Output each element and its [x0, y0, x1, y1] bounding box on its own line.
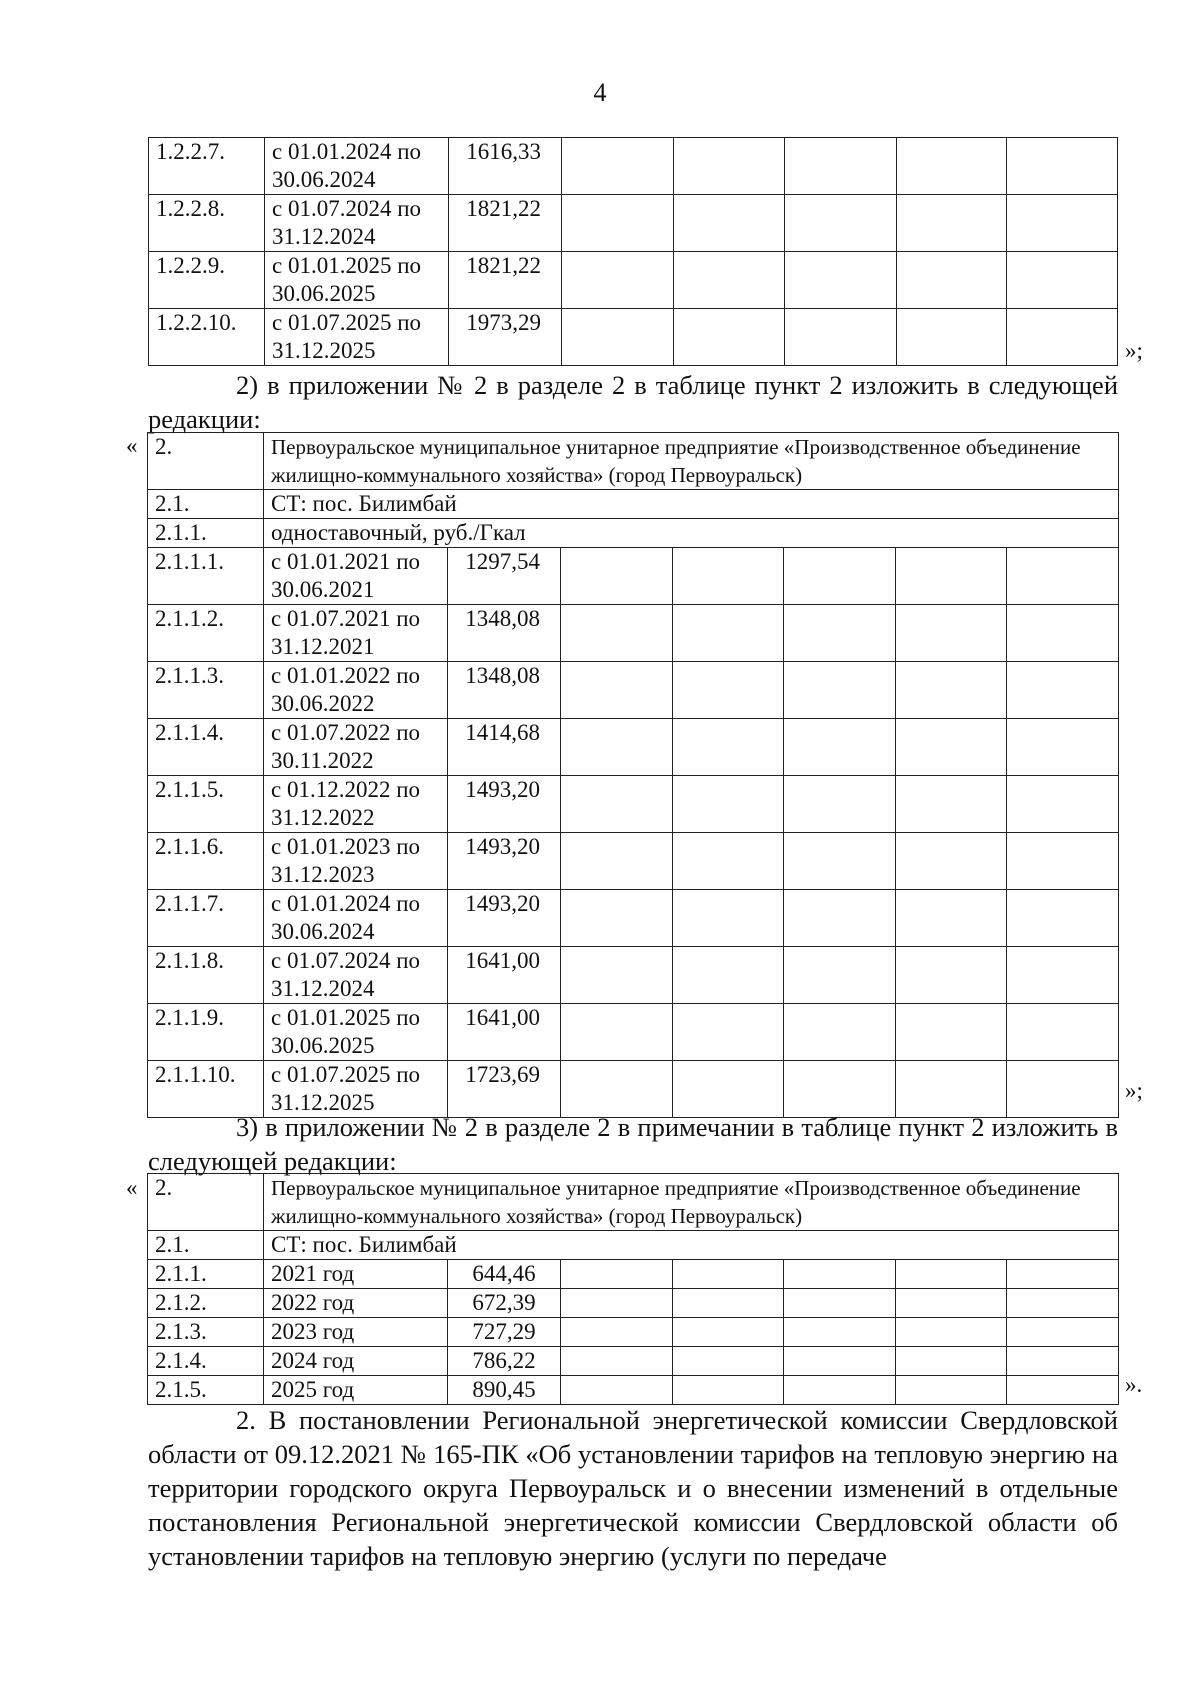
tariff-table-continuation	[148, 137, 1118, 366]
table-row	[148, 947, 1119, 1004]
row-code: 2.1.1.4.	[148, 719, 264, 776]
row-period: 2022 год	[264, 1289, 448, 1318]
row-value: 672,39	[448, 1289, 561, 1318]
row-value: 1723,69	[448, 1061, 561, 1118]
row-period: с 01.01.2022 по 30.06.2022	[264, 662, 448, 719]
subheader-text: одноставочный, руб./Гкал	[264, 519, 1119, 548]
table-row	[148, 662, 1119, 719]
row-value: 1821,22	[449, 252, 562, 309]
table-row	[148, 1376, 1119, 1405]
table-row	[148, 605, 1119, 662]
tariff-note-table-item-2	[147, 1173, 1119, 1405]
table-row	[148, 1347, 1119, 1376]
organization-name: Первоуральское муниципальное унитарное предприятие «Производственное объединение жилищно-коммунального хозяйства» (город Первоуральск)	[264, 433, 1119, 490]
row-value: 1493,20	[448, 890, 561, 947]
row-code: 1.2.2.10.	[149, 309, 265, 366]
row-value: 1493,20	[448, 776, 561, 833]
row-code: 2.1.3.	[148, 1318, 264, 1347]
closing-quote: »;	[1125, 1078, 1143, 1103]
row-period: 2023 год	[264, 1318, 448, 1347]
row-period: с 01.07.2021 по 31.12.2021	[264, 605, 448, 662]
row-period: с 01.07.2024 по 31.12.2024	[265, 195, 449, 252]
row-code: 2.1.1.2.	[148, 605, 264, 662]
row-period: с 01.07.2024 по 31.12.2024	[264, 947, 448, 1004]
row-value: 727,29	[448, 1318, 561, 1347]
row-period: с 01.07.2025 по 31.12.2025	[264, 1061, 448, 1118]
row-value: 1973,29	[449, 309, 562, 366]
row-value: 644,46	[448, 1260, 561, 1289]
table-row	[148, 1061, 1119, 1118]
table-row	[148, 1318, 1119, 1347]
row-code: 2.1.1.3.	[148, 662, 264, 719]
row-value: 890,45	[448, 1376, 561, 1405]
organization-name: Первоуральское муниципальное унитарное предприятие «Производственное объединение жилищно-коммунального хозяйства» (город Первоуральск)	[264, 1174, 1119, 1231]
row-value: 1821,22	[449, 195, 562, 252]
table-row	[148, 1004, 1119, 1061]
table-row	[148, 719, 1119, 776]
row-period: с 01.12.2022 по 31.12.2022	[264, 776, 448, 833]
row-period: с 01.01.2021 по 30.06.2021	[264, 548, 448, 605]
row-value: 1297,54	[448, 548, 561, 605]
row-period: 2024 год	[264, 1347, 448, 1376]
subheader-code: 2.1.1.	[148, 519, 264, 548]
page-number: 4	[593, 78, 607, 107]
opening-quote: «	[126, 433, 138, 458]
row-code: 2.1.1.9.	[148, 1004, 264, 1061]
row-value: 1493,20	[448, 833, 561, 890]
row-code: 1.2.2.7.	[149, 138, 265, 195]
table-row	[148, 833, 1119, 890]
subheader-code: 2.1.	[148, 1231, 264, 1260]
table-subheader-row	[148, 490, 1119, 519]
paragraph-section-2: 2. В постановлении Региональной энергетической комиссии Свердловской области от 09.12.2021 № 165-ПК «Об установлении тарифов на тепловую энергию на территории городского округа Первоуральск и о внесении изменений в отдельные постановления Региональной энергетической комиссии Свердловской области об установлении тарифов на тепловую энергию (услуги по передаче	[148, 1405, 1118, 1571]
row-code: 1.2.2.8.	[149, 195, 265, 252]
row-period: с 01.01.2023 по 31.12.2023	[264, 833, 448, 890]
row-code: 2.1.2.	[148, 1289, 264, 1318]
closing-quote: »;	[1125, 338, 1143, 363]
row-period: 2021 год	[264, 1260, 448, 1289]
table-header-row	[148, 1174, 1119, 1231]
paragraph-item-3: 3) в приложении № 2 в разделе 2 в примечании в таблице пункт 2 изложить в следующей редакции:	[148, 1112, 1118, 1176]
row-period: с 01.01.2024 по 30.06.2024	[265, 138, 449, 195]
row-value: 1641,00	[448, 1004, 561, 1061]
paragraph-item-2: 2) в приложении № 2 в разделе 2 в таблице пункт 2 изложить в следующей редакции:	[148, 370, 1118, 434]
row-code: 2.1.1.7.	[148, 890, 264, 947]
table-row	[149, 309, 1118, 366]
header-code: 2.	[148, 433, 264, 490]
row-value: 1348,08	[448, 662, 561, 719]
row-period: с 01.07.2022 по 30.11.2022	[264, 719, 448, 776]
table-row	[148, 776, 1119, 833]
table-row	[149, 195, 1118, 252]
closing-quote: ».	[1125, 1372, 1143, 1397]
row-period: с 01.01.2025 по 30.06.2025	[265, 252, 449, 309]
row-value: 1641,00	[448, 947, 561, 1004]
row-code: 2.1.1.1.	[148, 548, 264, 605]
row-period: с 01.01.2025 по 30.06.2025	[264, 1004, 448, 1061]
row-code: 2.1.5.	[148, 1376, 264, 1405]
subheader-code: 2.1.	[148, 490, 264, 519]
row-period: с 01.01.2024 по 30.06.2024	[264, 890, 448, 947]
table-row	[148, 1289, 1119, 1318]
row-code: 2.1.1.6.	[148, 833, 264, 890]
table-row	[148, 1260, 1119, 1289]
table-row	[149, 252, 1118, 309]
row-value: 1414,68	[448, 719, 561, 776]
table-subheader-row	[148, 1231, 1119, 1260]
subheader-text: СТ: пос. Билимбай	[264, 490, 1119, 519]
row-period: с 01.07.2025 по 31.12.2025	[265, 309, 449, 366]
row-code: 2.1.4.	[148, 1347, 264, 1376]
tariff-table-item-2	[147, 432, 1119, 1118]
row-code: 2.1.1.10.	[148, 1061, 264, 1118]
row-code: 1.2.2.9.	[149, 252, 265, 309]
row-value: 786,22	[448, 1347, 561, 1376]
opening-quote: «	[126, 1175, 138, 1200]
subheader-text: СТ: пос. Билимбай	[264, 1231, 1119, 1260]
table-row	[149, 138, 1118, 195]
row-code: 2.1.1.5.	[148, 776, 264, 833]
row-value: 1616,33	[449, 138, 562, 195]
row-code: 2.1.1.8.	[148, 947, 264, 1004]
row-value: 1348,08	[448, 605, 561, 662]
table-row	[148, 548, 1119, 605]
row-code: 2.1.1.	[148, 1260, 264, 1289]
table-subheader-row	[148, 519, 1119, 548]
table-header-row	[148, 433, 1119, 490]
header-code: 2.	[148, 1174, 264, 1231]
row-period: 2025 год	[264, 1376, 448, 1405]
table-row	[148, 890, 1119, 947]
